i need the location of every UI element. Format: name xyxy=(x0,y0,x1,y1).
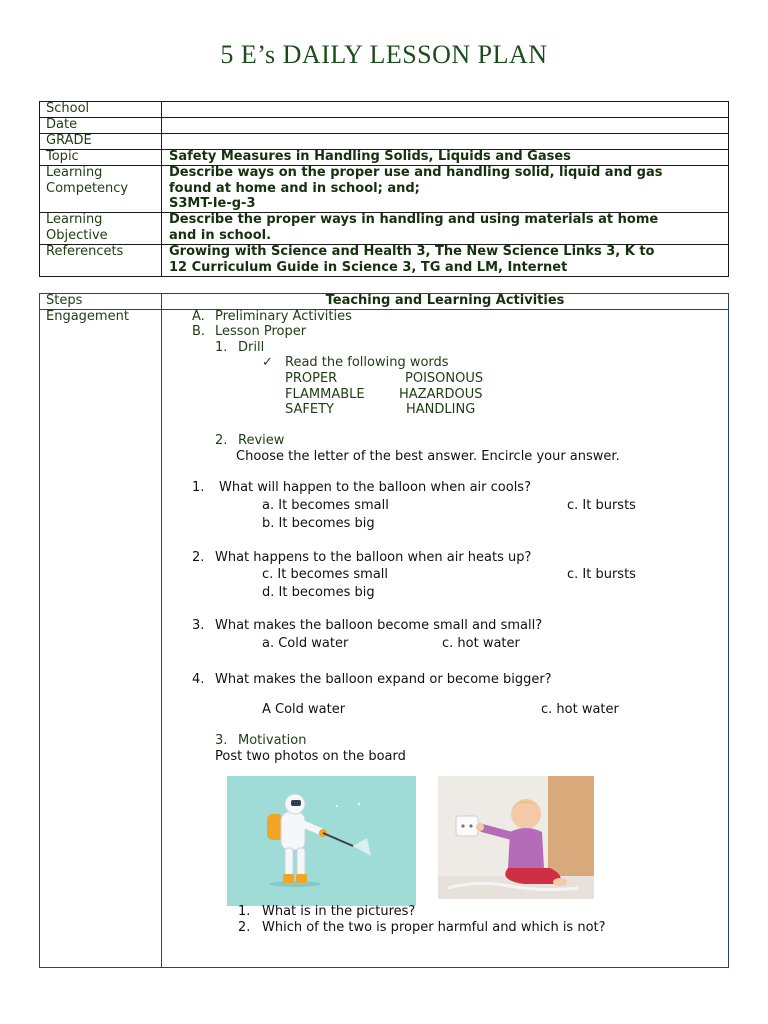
table-line xyxy=(39,309,729,310)
list-marker: 1. xyxy=(238,904,251,919)
motivation-heading: Motivation xyxy=(238,733,307,748)
table-line xyxy=(39,101,729,102)
topic-value: Safety Measures in Handling Solids, Liquids and Gases xyxy=(169,149,571,164)
check-icon: ✓ xyxy=(262,355,273,370)
answer-choice: b. It becomes big xyxy=(262,516,375,531)
question-number: 1. xyxy=(192,480,205,495)
answer-choice: c. hot water xyxy=(541,702,619,717)
objective-label: Objective xyxy=(46,228,108,243)
table-line xyxy=(39,117,729,118)
motivation-instruction: Post two photos on the board xyxy=(215,749,406,764)
objective-label: Learning xyxy=(46,212,103,227)
table-line xyxy=(161,101,162,277)
list-marker: 3. xyxy=(215,733,228,748)
question-text: What makes the balloon expand or become bigger? xyxy=(215,672,552,687)
question-text: What happens to the balloon when air heats up? xyxy=(215,550,532,565)
preliminary-activities: Preliminary Activities xyxy=(215,309,352,324)
table-line xyxy=(39,276,729,277)
topic-label: Topic xyxy=(46,149,79,164)
list-marker: 2. xyxy=(215,433,228,448)
page-title: 5 E’s DAILY LESSON PLAN xyxy=(220,40,548,69)
drill-word: PROPER xyxy=(285,371,338,386)
table-line xyxy=(39,133,729,134)
list-marker: B. xyxy=(192,324,206,339)
sprayer-photo xyxy=(227,776,416,906)
competency-value: Describe ways on the proper use and handling solid, liquid and gas xyxy=(169,165,663,180)
review-heading: Review xyxy=(238,433,285,448)
question-text: What will happen to the balloon when air cools? xyxy=(219,480,531,495)
drill-word: HAZARDOUS xyxy=(399,387,483,402)
steps-header: Steps xyxy=(46,293,83,308)
table-line xyxy=(39,967,729,968)
drill-word: SAFETY xyxy=(285,402,334,417)
competency-code: S3MT-Ie-g-3 xyxy=(169,196,256,211)
list-marker: 2. xyxy=(238,920,251,935)
drill-heading: Drill xyxy=(238,340,265,355)
activities-header: Teaching and Learning Activities xyxy=(325,293,565,308)
answer-choice: a. It becomes small xyxy=(262,498,389,513)
review-instruction: Choose the letter of the best answer. Encircle your answer. xyxy=(236,449,620,464)
answer-choice: d. It becomes big xyxy=(262,585,375,600)
table-line xyxy=(39,101,40,277)
answer-choice: c. It becomes small xyxy=(262,567,389,582)
table-line xyxy=(161,293,162,968)
grade-label: GRADE xyxy=(46,133,92,148)
objective-value: and in school. xyxy=(169,228,272,243)
table-line xyxy=(728,101,729,277)
references-value: Growing with Science and Health 3, The New Science Links 3, K to xyxy=(169,244,655,259)
read-words-instruction: Read the following words xyxy=(285,355,449,370)
picture-question: Which of the two is proper harmful and which is not? xyxy=(262,920,606,935)
list-marker: A. xyxy=(192,309,205,324)
answer-choice: c. It bursts xyxy=(567,498,636,513)
question-number: 3. xyxy=(192,618,205,633)
table-line xyxy=(39,293,40,968)
picture-question: What is in the pictures? xyxy=(262,904,416,919)
objective-value: Describe the proper ways in handling and using materials at home xyxy=(169,212,659,227)
competency-label: Learning xyxy=(46,165,103,180)
date-label: Date xyxy=(46,117,78,132)
drill-word: POISONOUS xyxy=(405,371,484,386)
competency-value: found at home and in school; and; xyxy=(169,181,420,196)
question-number: 4. xyxy=(192,672,205,687)
lesson-proper: Lesson Proper xyxy=(215,324,307,339)
references-label: Referencets xyxy=(46,244,124,259)
table-line xyxy=(728,293,729,968)
references-value: 12 Curriculum Guide in Science 3, TG and LM, Internet xyxy=(169,260,568,275)
school-label: School xyxy=(46,101,90,116)
answer-choice: c. It bursts xyxy=(567,567,636,582)
drill-word: HANDLING xyxy=(406,402,476,417)
answer-choice: A Cold water xyxy=(262,702,346,717)
drill-word: FLAMMABLE xyxy=(285,387,365,402)
list-marker: 1. xyxy=(215,340,228,355)
child-outlet-photo xyxy=(438,776,594,899)
answer-choice: c. hot water xyxy=(442,636,520,651)
question-text: What makes the balloon become small and small? xyxy=(215,618,543,633)
answer-choice: a. Cold water xyxy=(262,636,349,651)
step-engagement: Engagement xyxy=(46,309,129,324)
question-number: 2. xyxy=(192,550,205,565)
competency-label: Competency xyxy=(46,181,129,196)
